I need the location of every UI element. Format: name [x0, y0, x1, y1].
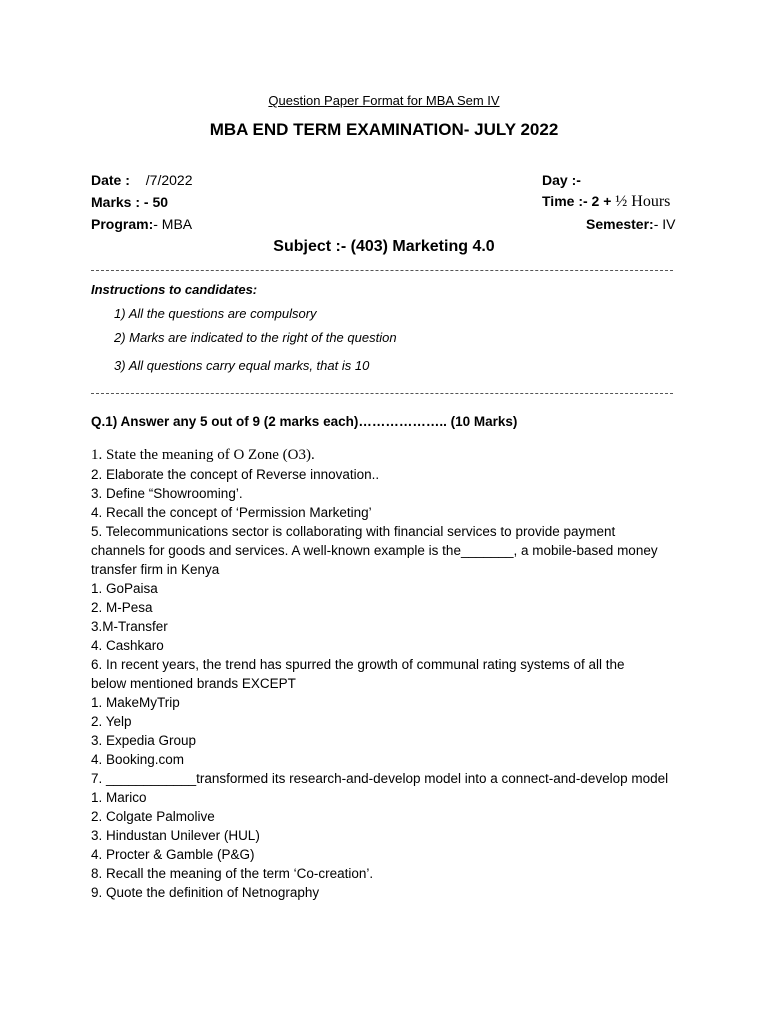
option-line: 3. Expedia Group [91, 733, 197, 748]
question-line: 5. Telecommunications sector is collaborating with financial services to provide payment [91, 524, 616, 539]
question-line: transfer firm in Kenya [91, 562, 220, 577]
question-line: 2. Elaborate the concept of Reverse innovation.. [91, 467, 380, 482]
question-line: 6. In recent years, the trend has spurred the growth of communal rating systems of all the [91, 657, 625, 672]
instructions-heading: Instructions to candidates: [91, 282, 258, 297]
marks-label: Marks : [91, 194, 141, 210]
question-line: 8. Recall the meaning of the term ‘Co-creation’. [91, 866, 374, 881]
day-row [542, 172, 581, 188]
semester-row [586, 216, 675, 232]
marks-value: - 50 [143, 194, 169, 210]
question-line: 4. Recall the concept of ‘Permission Marketing’ [91, 505, 372, 520]
option-line: 2. Colgate Palmolive [91, 809, 215, 824]
question-line: 7. ____________transformed its research-and-develop model into a connect-and-develop model [91, 771, 669, 786]
question-line: channels for goods and services. A well-known example is the_______, a mobile-based money [91, 543, 658, 558]
question-line: 9. Quote the definition of Netnography [91, 885, 320, 900]
question-line: below mentioned brands EXCEPT [91, 676, 296, 691]
semester-label: Semester: [586, 216, 654, 232]
question-list [91, 446, 691, 902]
day-label: Day :- [542, 172, 581, 188]
subject-title: Subject :- (403) Marketing 4.0 [273, 238, 495, 255]
option-line: 4. Booking.com [91, 752, 185, 767]
date-label: Date : [91, 172, 130, 188]
instruction-item: 2) Marks are indicated to the right of the question [114, 330, 397, 345]
time-label: Time :- 2 + [542, 193, 612, 209]
option-line: 4. Cashkaro [91, 638, 164, 653]
option-line: 1. GoPaisa [91, 581, 158, 596]
date-row [91, 172, 193, 188]
instruction-item: 3) All questions carry equal marks, that is 10 [114, 358, 370, 373]
divider-top [91, 270, 673, 271]
option-line: 3.M-Transfer [91, 619, 168, 634]
option-line: 4. Procter & Gamble (P&G) [91, 847, 255, 862]
time-row [542, 193, 670, 211]
time-value: ½ Hours [615, 193, 671, 210]
option-line: 2. M-Pesa [91, 600, 153, 615]
question-line: 1. State the meaning of O Zone (O3). [91, 447, 315, 463]
section-heading: Q.1) Answer any 5 out of 9 (2 marks each)……………….. (10 Marks) [91, 414, 518, 429]
program-value: - MBA [153, 216, 193, 232]
exam-title: MBA END TERM EXAMINATION- JULY 2022 [209, 120, 559, 139]
question-line: 3. Define “Showrooming’. [91, 486, 243, 501]
date-value: /7/2022 [145, 172, 193, 188]
semester-value: - IV [653, 216, 676, 232]
option-line: 2. Yelp [91, 714, 132, 729]
format-title: Question Paper Format for MBA Sem IV [268, 93, 500, 108]
program-label: Program: [91, 216, 154, 232]
divider-bottom [91, 393, 673, 394]
option-line: 3. Hindustan Unilever (HUL) [91, 828, 260, 843]
option-line: 1. Marico [91, 790, 147, 805]
marks-row [91, 194, 168, 210]
instruction-item: 1) All the questions are compulsory [114, 306, 317, 321]
option-line: 1. MakeMyTrip [91, 695, 180, 710]
program-row [91, 216, 192, 232]
